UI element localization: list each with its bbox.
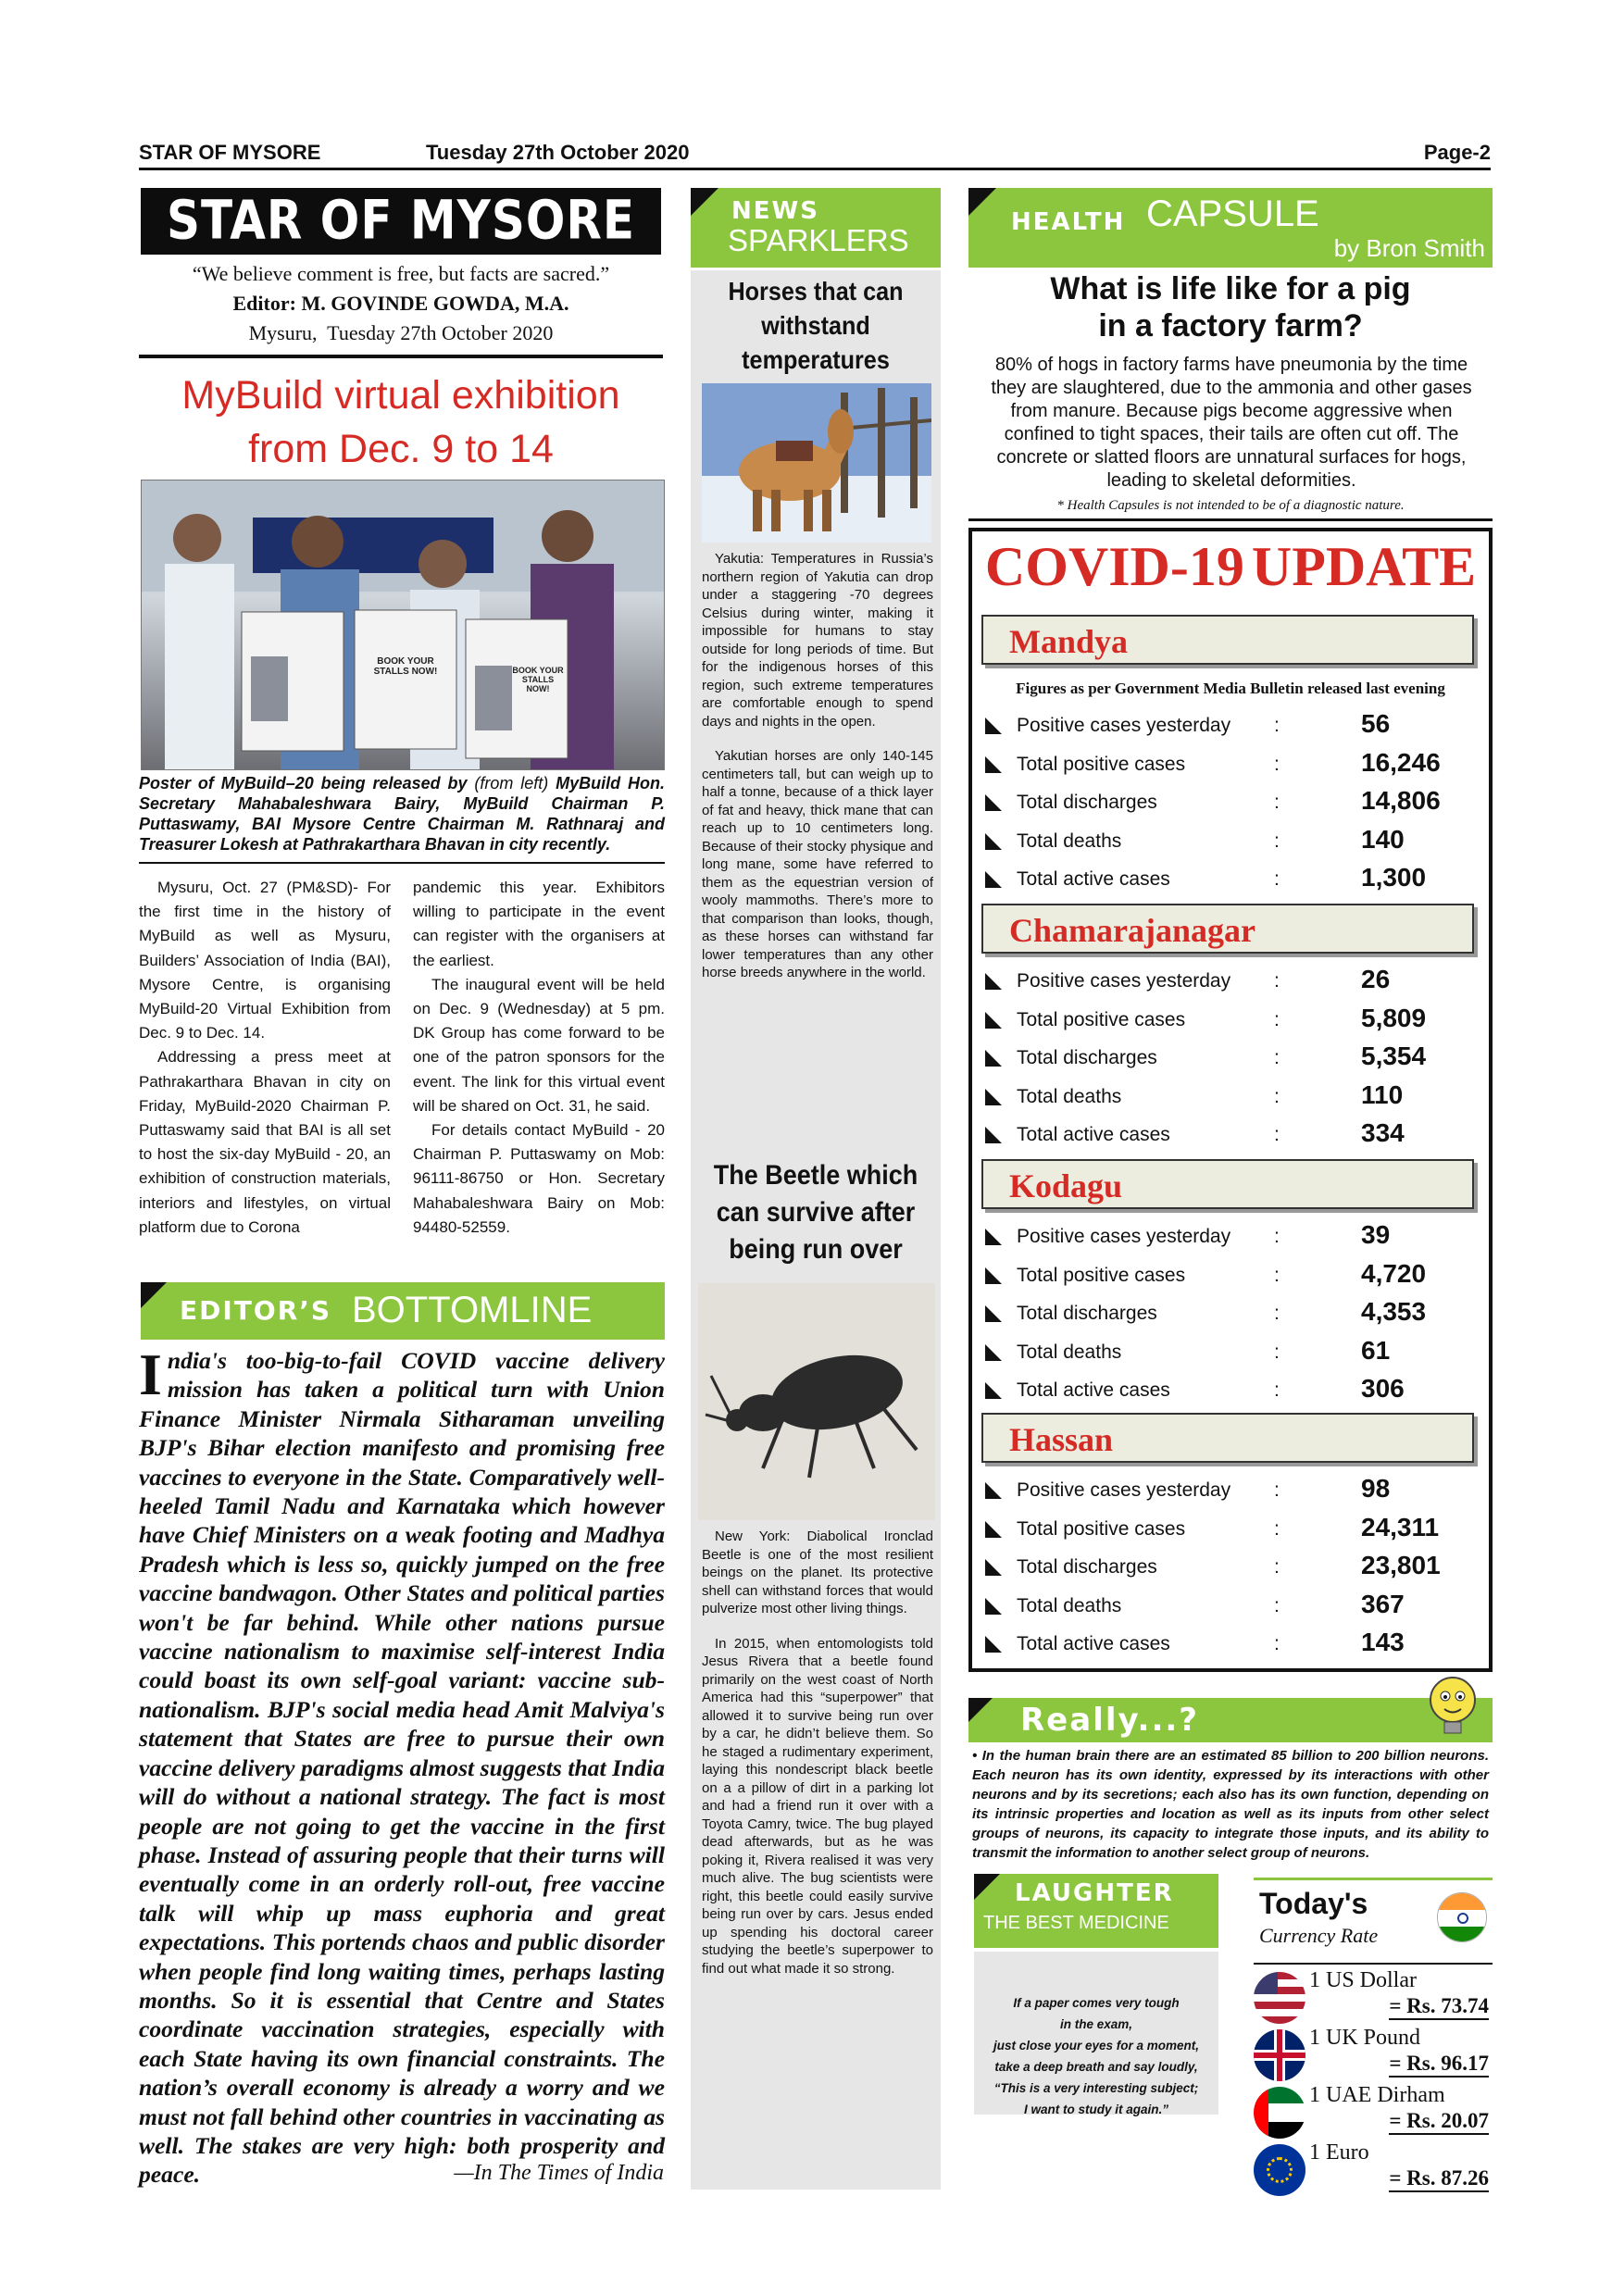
covid-stat-row	[972, 1218, 1489, 1255]
poster-label-2: BOOK YOUR STALLS NOW!	[512, 666, 564, 693]
district-name: Mandya	[1009, 623, 1129, 660]
story2-headline: The Beetle which can survive after being run over	[713, 1160, 918, 1265]
covid-stat-value: 4,720	[1361, 1258, 1427, 1288]
story1-body	[702, 550, 933, 982]
really-title: Really...?	[1020, 1702, 1200, 1739]
bullet-triangle-icon	[985, 1089, 1002, 1105]
bullet-triangle-icon	[985, 756, 1002, 773]
banner-corner-mark	[968, 1698, 993, 1722]
currency-row	[1254, 2139, 1493, 2196]
covid-stat-row	[972, 963, 1489, 1000]
covid-stat-separator: :	[1274, 1379, 1280, 1401]
covid-stat-label: Total active cases	[1017, 1633, 1170, 1654]
covid-stat-row	[972, 1257, 1489, 1294]
beetle-photo	[698, 1283, 935, 1520]
news-sparklers-title-bold: NEWS	[731, 197, 819, 225]
lightbulb-icon	[1422, 1672, 1483, 1737]
uk-flag-icon	[1254, 2029, 1305, 2081]
covid-stat-value: 24,311	[1361, 1512, 1440, 1541]
covid-stat-separator: :	[1274, 1264, 1280, 1286]
bullet-triangle-icon	[985, 1382, 1002, 1399]
health-capsule-banner	[968, 188, 1493, 268]
covid-stat-value: 140	[1361, 824, 1405, 854]
covid-stat-separator: :	[1274, 792, 1280, 813]
lead-story-paragraph: For details contact MyBuild - 20 Chairman P. Puttaswamy on Mob: 96111-86750 or Hon. Secretary Mahabaleshwara Bairy on Mob: 94480-52559.	[413, 1121, 665, 1236]
masthead-editor: Editor: M. GOVINDE GOWDA, M.A.	[232, 292, 569, 315]
covid-stat-label: Total deaths	[1017, 1085, 1122, 1107]
currency-row	[1254, 2024, 1493, 2081]
bullet-triangle-icon	[985, 1305, 1002, 1322]
bullet-triangle-icon	[985, 1050, 1002, 1067]
currency-rate: = Rs. 20.07	[1389, 2109, 1489, 2135]
really-body: • In the human brain there are an estimated 85 billion to 200 billion neurons. Each neuron has its own identity, expressed by its interactions with other neurons and by its secretions; each also has its own function, depending on its intrinsic properties and location as well as its inputs from other select groups of neurons, its capacity to integrate those inputs, and its ability to transmit the information to another select group of neurons.	[972, 1748, 1489, 1861]
health-capsule-title-light: CAPSULE	[1146, 193, 1319, 234]
usa-flag-icon	[1254, 1972, 1305, 2024]
lead-story-paragraph: Addressing a press meet at Pathrakarthara Bhavan in city on Friday, MyBuild-2020 Chairman P. Puttaswamy said that BAI is all set to host the six-day MyBuild - 20, an exhibition of construction materials, interiors and lifestyles, on virtual platform due to Corona	[139, 1048, 391, 1236]
currency-name: 1 Euro	[1309, 2140, 1369, 2165]
laughter-title: LAUGHTER	[1015, 1879, 1174, 1907]
covid-stat-value: 1,300	[1361, 863, 1427, 892]
header-page-number: Page-2	[1423, 141, 1491, 164]
uae-flag-icon	[1254, 2087, 1305, 2139]
banner-corner-mark	[968, 188, 996, 216]
masthead-dateline: Mysuru, Tuesday 27th October 2020	[248, 321, 554, 344]
covid-stat-row	[972, 1117, 1489, 1154]
covid-stat-value: 143	[1361, 1628, 1405, 1656]
covid-stat-row	[972, 823, 1489, 860]
editors-bottomline-source: —In The Times of India	[454, 2161, 664, 2185]
caption-rule	[139, 862, 665, 864]
covid-stat-value: 61	[1361, 1335, 1391, 1365]
editors-bottomline-body: India's too-big-to-fail COVID vaccine delivery mission has taken a political turn with Union Finance Minister Nirmala Sitharaman unveiling BJP's Bihar election manifesto and promising free vaccines to everyone in the State. Comparatively well-heeled Tamil Nadu and Karnataka which however have Chief Ministers on a weak footing and Madhya Pradesh which is less so, quickly jumped on the free vaccine bandwagon. Other States and political parties won't be far behind. While other nations pursue vaccine nationalism to maximise self-interest India could boast its own self-goal variant: vaccine sub-nationalism. BJP's social media head Amit Malviya's statement that States are free to pursue their own vaccine delivery paradigms almost suggests that India will do without a national strategy. The fact is most people are not going to get the vaccine in the first phase. Instead of assuring people that their turns will eventually come in an orderly roll-out, free vaccine talk will whip up mass euphoria and great expectations. This portends chaos and public disorder when people find long waiting times, perhaps lasting months. So it is essential that Centre and States coordinate vaccination strategies, especially with each State having its own financial constraints. The nation’s overall economy is already a worry and we must not fall behind other countries in vaccinating as well. The stakes are very high: both prosperity and peace.	[139, 1341, 665, 2189]
district-name: Chamarajanagar	[1009, 912, 1255, 949]
story2-paragraph: In 2015, when entomologists told Jesus Rivera that a beetle found primarily on the west coast of North America had this “superpower” that allowed it to survive being run over by a car, he didn’t believe them. So he staged a rudimentary experiment, laying this nondescript black beetle on a a pillow of dirt in a parking lot and had a friend run it over with a Toyota Camry, twice. The bug played dead afterwards, but as he was poking it, Rivera realised it was very much alive. The bug scientists were right, this beetle could easily survive being run over by cars. Jesus ended up spending his doctoral career studying the beetle’s superpower to find out what made it so strong.	[702, 1635, 933, 1977]
covid-stat-value: 5,809	[1361, 1003, 1427, 1032]
really-banner	[968, 1698, 1493, 1742]
covid-stat-separator: :	[1274, 715, 1280, 736]
header-date: Tuesday 27th October 2020	[426, 141, 690, 164]
currency-name: 1 US Dollar	[1309, 1968, 1417, 1992]
health-capsule-disclaimer: * Health Capsules is not intended to be of a diagnostic nature.	[1056, 498, 1405, 513]
horse-illustration	[702, 383, 931, 543]
laughter-panel: If a paper comes very tough in the exam, just close your eyes for a moment, take a deep breath and say loudly, “This is a very interesting subject; I want to study it again.”	[974, 1952, 1218, 2115]
covid-stat-value: 4,353	[1361, 1297, 1427, 1326]
covid-stat-row	[972, 784, 1489, 821]
lead-headline	[139, 368, 663, 476]
covid-stat-separator: :	[1274, 1303, 1280, 1324]
currency-title-rule	[1254, 1963, 1493, 1965]
district-name: Kodagu	[1009, 1167, 1123, 1204]
bullet-triangle-icon	[985, 833, 1002, 850]
covid-stat-separator: :	[1274, 1517, 1280, 1540]
covid-stat-label: Total deaths	[1017, 830, 1122, 852]
lead-story-paragraph: The inaugural event will be held on Dec. 9 (Wednesday) at 5 pm. DK Group has come forward to be one of the patron sponsors for the event. The link for this virtual event will be shared on Oct. 31, he said.	[413, 975, 665, 1115]
covid-stat-separator: :	[1274, 1633, 1280, 1654]
masthead	[139, 188, 663, 364]
laughter-banner	[974, 1874, 1218, 1948]
covid-stat-separator: :	[1274, 970, 1280, 992]
covid-stat-label: Total discharges	[1017, 1556, 1157, 1578]
bullet-triangle-icon	[985, 871, 1002, 888]
currency-title: Today's	[1259, 1887, 1368, 1920]
story1-headline: Horses that can withstand temperatures	[728, 277, 904, 374]
currency-rate: = Rs. 96.17	[1389, 2052, 1489, 2078]
covid-stat-label: Total active cases	[1017, 1124, 1170, 1145]
editors-bottomline-banner	[141, 1282, 665, 1340]
currency-rate: = Rs. 73.74	[1389, 1994, 1489, 2020]
masthead-motto: “We believe comment is free, but facts are sacred.”	[192, 262, 610, 285]
district-name: Hassan	[1009, 1421, 1114, 1458]
story2-body	[702, 1528, 933, 1978]
editors-bottomline-title-bold: EDITOR’S	[180, 1295, 332, 1326]
banner-corner-mark	[691, 188, 718, 216]
news-sparklers-banner	[691, 188, 941, 268]
covid-stat-value: 98	[1361, 1474, 1391, 1503]
covid-stat-row	[972, 1295, 1489, 1332]
covid-stat-value: 5,354	[1361, 1042, 1427, 1070]
currency-name: 1 UK Pound	[1309, 2026, 1421, 2050]
covid-stat-label: Total discharges	[1017, 1303, 1157, 1324]
covid-stat-label: Total active cases	[1017, 868, 1170, 890]
covid-stat-label: Total deaths	[1017, 1594, 1122, 1616]
masthead-logo: STAR OF MYSORE	[141, 188, 661, 255]
covid-stat-row	[972, 1002, 1489, 1039]
covid-stat-label: Total discharges	[1017, 1047, 1157, 1068]
lead-headline-line1: MyBuild virtual exhibition	[181, 373, 620, 418]
covid-stat-label: Total positive cases	[1017, 1008, 1186, 1030]
district-header-kodagu	[981, 1159, 1474, 1209]
lead-photo	[141, 480, 665, 770]
covid-stat-row	[972, 1626, 1489, 1663]
covid-stat-value: 110	[1361, 1079, 1404, 1109]
story1-paragraph: Yakutia: Temperatures in Russia’s northern region of Yakutia can drop under a staggering -70 degrees Celsius during winter, making it impossible for humans to stay outside for long periods of time. But for the indigenous horses of this region, such extreme temperatures are comfortable enough to spend days and nights in the open.	[702, 551, 933, 730]
editors-bottomline-title-light: BOTTOMLINE	[352, 1290, 593, 1330]
covid-stat-row	[972, 1511, 1489, 1548]
bullet-triangle-icon	[985, 1636, 1002, 1653]
india-flag-icon	[1437, 1892, 1487, 1942]
covid-stat-value: 26	[1361, 965, 1391, 993]
covid-stat-label: Total positive cases	[1017, 1517, 1186, 1540]
district-header-hassan	[981, 1413, 1474, 1463]
bullet-triangle-icon	[985, 1482, 1002, 1499]
poster-label-1: BOOK YOUR STALLS NOW!	[373, 656, 438, 677]
beetle-illustration	[698, 1283, 935, 1520]
covid-stat-label: Total positive cases	[1017, 1264, 1186, 1286]
covid-stat-label: Positive cases yesterday	[1017, 1226, 1231, 1247]
covid-stat-row	[972, 1372, 1489, 1409]
covid-stat-value: 16,246	[1361, 747, 1441, 777]
district-header-chamarajanagar	[981, 904, 1474, 954]
lead-story-col1	[139, 876, 391, 1240]
health-capsule-body: 80% of hogs in factory farms have pneumonia by the time they are slaughtered, due to the ammonia and other gases from manure. Because pigs become aggressive when confined to tight spaces, their tails are often cut off. The concrete or slatted floors are unnatural surfaces for hogs, leading to skeletal deformities.	[991, 355, 1472, 491]
bullet-triangle-icon	[985, 1344, 1002, 1361]
lead-photo-illustration	[142, 480, 665, 770]
covid-stat-separator: :	[1274, 1341, 1280, 1363]
covid-stat-value: 306	[1361, 1374, 1405, 1403]
health-capsule-title-bold: HEALTH	[1011, 208, 1126, 236]
bullet-triangle-icon	[985, 1012, 1002, 1029]
banner-corner-mark	[974, 1874, 1000, 1900]
horse-photo	[702, 383, 931, 543]
health-capsule-headline: What is life like for a pig in a factory farm?	[1050, 271, 1411, 343]
covid-stat-label: Total positive cases	[1017, 753, 1186, 775]
currency-rate: = Rs. 87.26	[1389, 2166, 1489, 2192]
covid-stat-row	[972, 861, 1489, 898]
covid-stat-separator: :	[1274, 1594, 1280, 1616]
covid-stat-value: 56	[1361, 709, 1391, 738]
bullet-triangle-icon	[985, 1521, 1002, 1538]
currency-row	[1254, 2081, 1493, 2139]
covid-update-box	[968, 528, 1493, 1672]
lead-headline-line2: from Dec. 9 to 14	[248, 427, 554, 471]
covid-stat-row	[972, 707, 1489, 744]
covid-stat-row	[972, 1472, 1489, 1509]
bullet-triangle-icon	[985, 1598, 1002, 1615]
covid-stat-separator: :	[1274, 753, 1280, 775]
lead-photo-caption: Poster of MyBuild–20 being released by (from left) MyBuild Hon. Secretary Mahabaleshwara Bairy, MyBuild Chairman P. Puttaswamy, BAI Mysore Centre Chairman M. Rathnaraj and Treasurer Lokesh at Pathrakarthara Bhavan in city recently.	[139, 774, 665, 854]
banner-corner-mark	[141, 1282, 167, 1308]
covid-stat-row	[972, 1549, 1489, 1586]
news-sparklers-title-light: SPARKLERS	[728, 223, 909, 257]
covid-stat-label: Positive cases yesterday	[1017, 1479, 1231, 1501]
covid-stat-value: 367	[1361, 1589, 1405, 1618]
currency-top-rule	[1254, 1878, 1493, 1880]
covid-stat-separator: :	[1274, 1085, 1280, 1107]
bullet-triangle-icon	[985, 718, 1002, 734]
page-header	[139, 139, 1491, 170]
covid-stat-row	[972, 1334, 1489, 1371]
covid-stat-separator: :	[1274, 1124, 1280, 1145]
story1-paragraph: Yakutian horses are only 140-145 centimeters tall, but can weigh up to half a tonne, because of a thick layer of fat and heavy, thick mane that can reach up to 10 centimeters long. Because of their stocky physique and long mane, some have referred to them as the equestrian version of wooly mammoths. There’s more to that comparison than looks, though, as these horses can withstand far lower temperatures than any other horse breeds anywhere in the world.	[702, 748, 933, 980]
covid-stat-row	[972, 1588, 1489, 1625]
covid-stat-value: 23,801	[1361, 1551, 1441, 1579]
laughter-subtitle: THE BEST MEDICINE	[983, 1913, 1169, 1933]
covid-stat-row	[972, 1079, 1489, 1116]
currency-panel	[1254, 1878, 1493, 2190]
masthead-rule	[139, 355, 663, 358]
covid-stat-separator: :	[1274, 1226, 1280, 1247]
covid-stat-row	[972, 1040, 1489, 1077]
covid-stat-separator: :	[1274, 1047, 1280, 1068]
bullet-triangle-icon	[985, 1559, 1002, 1576]
story2-paragraph: New York: Diabolical Ironclad Beetle is one of the most resilient beings on the planet. Its protective shell can withstand forces that would pulverize most other living things.	[702, 1529, 933, 1616]
district-header-mandya	[981, 615, 1474, 665]
currency-subtitle: Currency Rate	[1259, 1924, 1379, 1947]
covid-stat-label: Total deaths	[1017, 1341, 1122, 1363]
currency-row	[1254, 1966, 1493, 2024]
covid-stat-value: 334	[1361, 1118, 1405, 1147]
bullet-triangle-icon	[985, 973, 1002, 990]
drop-cap: I	[139, 1341, 162, 1407]
health-capsule-rule	[968, 518, 1493, 521]
covid-stat-separator: :	[1274, 830, 1280, 852]
covid-stat-row	[972, 746, 1489, 783]
lead-story-col2	[413, 876, 665, 1240]
covid-source-note: Figures as per Government Media Bulletin released last evening	[1016, 680, 1445, 697]
covid-stat-label: Positive cases yesterday	[1017, 715, 1231, 736]
lead-story-paragraph: pandemic this year. Exhibitors willing to participate in the event can register with the organisers at the earliest.	[413, 879, 665, 969]
covid-stat-separator: :	[1274, 1479, 1280, 1501]
bullet-triangle-icon	[985, 1267, 1002, 1284]
covid-stat-label: Total active cases	[1017, 1379, 1170, 1401]
covid-stat-label: Total discharges	[1017, 792, 1157, 813]
covid-stat-value: 39	[1361, 1220, 1391, 1249]
covid-stat-separator: :	[1274, 868, 1280, 890]
header-paper-name: STAR OF MYSORE	[139, 141, 321, 164]
bullet-triangle-icon	[985, 1229, 1002, 1245]
covid-stat-separator: :	[1274, 1556, 1280, 1578]
covid-stat-separator: :	[1274, 1008, 1280, 1030]
currency-name: 1 UAE Dirham	[1309, 2083, 1445, 2107]
lead-story-paragraph: Mysuru, Oct. 27 (PM&SD)- For the first time in the history of MyBuild as well as Mysuru, Builders’ Association of India (BAI), Mysore Centre, is organising MyBuild-20 Virtual Exhibition from Dec. 9 to Dec. 14.	[139, 879, 391, 1042]
bullet-triangle-icon	[985, 1127, 1002, 1143]
covid-stat-value: 14,806	[1361, 786, 1441, 815]
eu-flag-icon	[1254, 2144, 1305, 2196]
covid-stat-label: Positive cases yesterday	[1017, 970, 1231, 992]
covid-update-title: COVID-19 UPDATE	[984, 536, 1477, 597]
bullet-triangle-icon	[985, 794, 1002, 811]
health-capsule-byline: by Bron Smith	[1333, 234, 1485, 262]
